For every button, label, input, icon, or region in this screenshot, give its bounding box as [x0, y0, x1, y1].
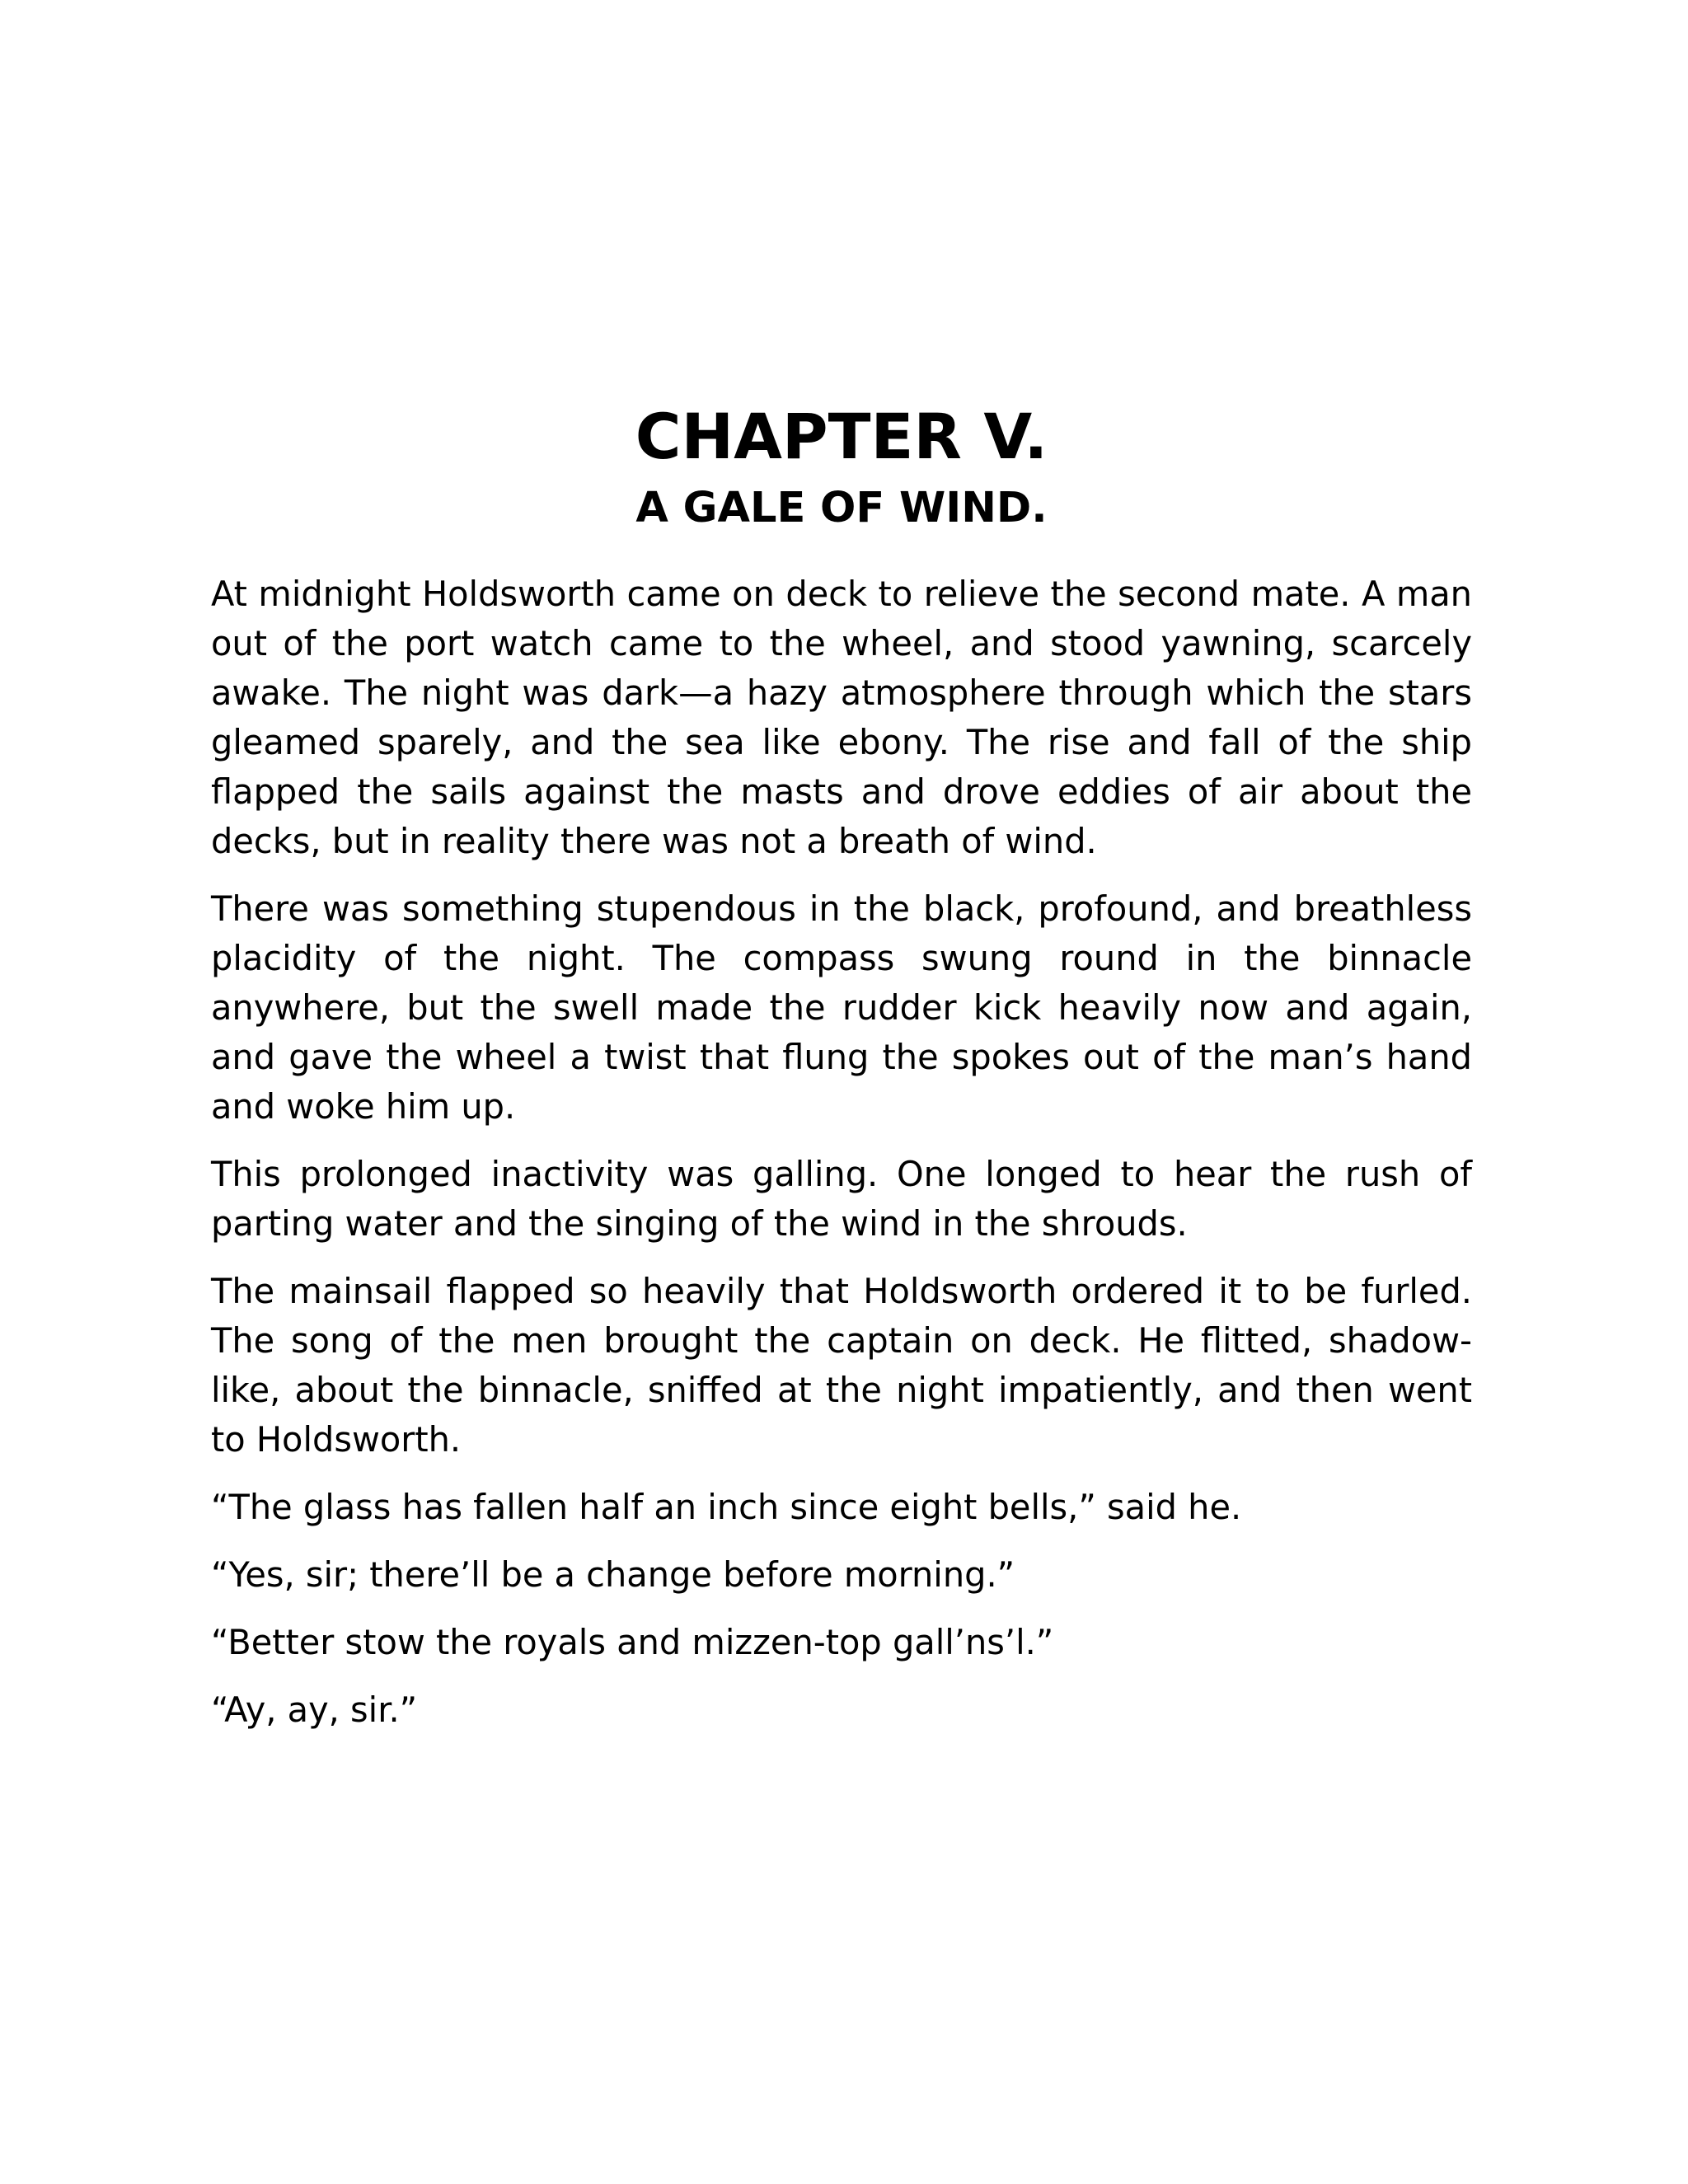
paragraph-4: The mainsail flapped so heavily that Holdsworth ordered it to be furled. The song of the men brought the captain on deck. He flitted, shadow-like, about the binnacle, sniffed at the night impatiently, and then went to Holdsworth. [211, 1271, 1472, 1460]
paragraph-3: This prolonged inactivity was galling. One longed to hear the rush of parting water and the singing of the wind in the shrouds. [211, 1154, 1472, 1244]
paragraph-2: There was something stupendous in the black, profound, and breathless placidity of the night. The compass swung round in the binnacle anywhere, but the swell made the rudder kick heavily now and again, and gave the wheel a twist that flung the spokes out of the man’s hand and woke him up. [211, 888, 1472, 1127]
paragraph-1: At midnight Holdsworth came on deck to relieve the second mate. A man out of the port watch came to the wheel, and stood yawning, scarcely awake. The night was dark—a hazy atmosphere through which the stars gleamed sparely, and the sea like ebony. The rise and fall of the ship flapped the sails against the masts and drove eddies of air about the decks, but in reality there was not a breath of wind. [211, 574, 1472, 861]
chapter-subtitle: A GALE OF WIND. [635, 484, 1048, 532]
chapter-title: CHAPTER V. [635, 400, 1048, 473]
chapter-body [211, 569, 1472, 1735]
dialogue-line-4: “Ay, ay, sir.” [211, 1690, 418, 1730]
dialogue-line-1: “The glass has fallen half an inch since eight bells,” said he. [211, 1487, 1242, 1527]
book-page [211, 400, 1472, 1753]
dialogue-line-2: “Yes, sir; there’ll be a change before morning.” [211, 1554, 1015, 1595]
dialogue-line-3: “Better stow the royals and mizzen-top gall’ns’l.” [211, 1622, 1054, 1662]
